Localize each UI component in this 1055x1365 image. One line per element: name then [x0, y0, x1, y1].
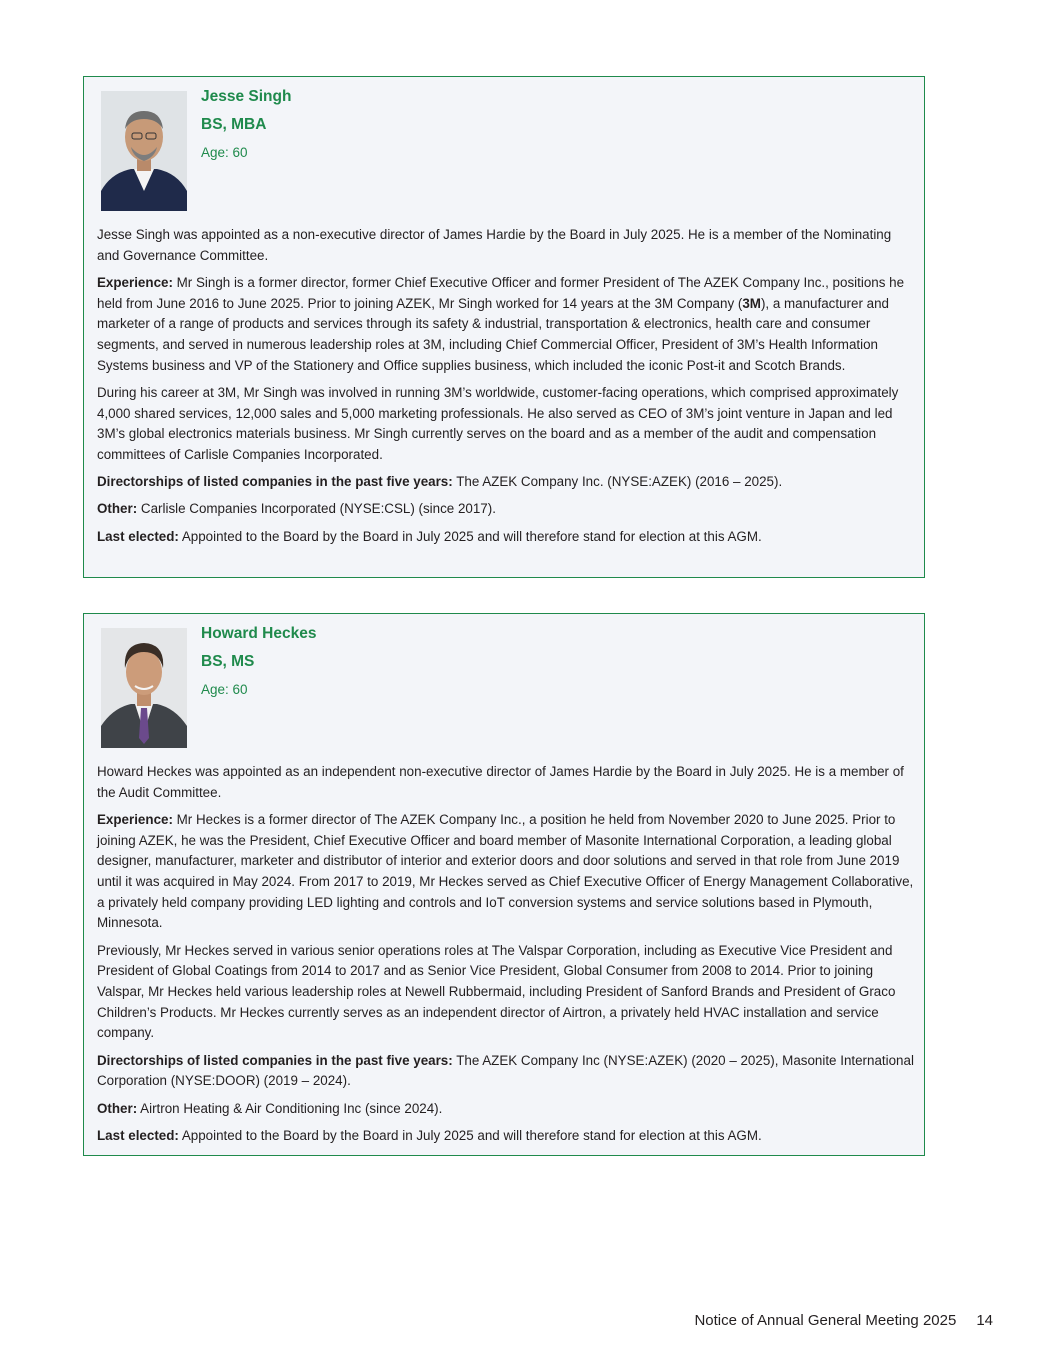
director-photo — [101, 91, 187, 211]
experience-text-b: ), a manufacturer and marketer of a range of products and services through its safety & industrial, transportation & electronics, health care and consumer segments, and served in numerous leadership roles at 3M, including Chief Commercial Officer, President of 3M’s Health Information Systems business and VP of the Stationery and Office supplies business, which included the iconic Post-it and Scotch Brands. — [97, 295, 889, 373]
director-bio — [97, 762, 915, 1153]
director-card-howard-heckes — [83, 613, 925, 1156]
bio-last-elected — [97, 527, 915, 548]
bio-other — [97, 1099, 915, 1120]
experience-label: Experience: — [97, 811, 173, 827]
other-text: Carlisle Companies Incorporated (NYSE:CSL) (since 2017). — [140, 501, 496, 517]
other-label: Other: — [97, 1100, 138, 1116]
last-elected-text: Appointed to the Board by the Board in July 2025 and will therefore stand for election at this AGM. — [181, 1127, 762, 1143]
experience-label: Experience: — [97, 274, 173, 290]
director-name: Jesse Singh — [201, 88, 292, 105]
bio-last-elected — [97, 1126, 915, 1147]
experience-bold: 3M — [742, 295, 761, 311]
experience-text: Mr Heckes is a former director of The AZEK Company Inc., a position he held from November 2020 to June 2025. Prior to joining AZEK, he was the President, Chief Executive Officer and board member of Masonite International Corporation, a leading global designer, manufacturer, marketer and distributor of interior and exterior doors and door solutions and served in that role from June 2019 until it was acquired in May 2024. From 2017 to 2019, Mr Heckes served as Chief Executive Officer of Energy Management Collaborative, a privately held company providing LED lighting and controls and IoT conversion systems and service solutions based in Plymouth, Minnesota. — [97, 811, 914, 931]
page-number: 14 — [976, 1312, 993, 1329]
portrait-image — [101, 91, 187, 211]
bio-directorships — [97, 1051, 915, 1092]
bio-directorships — [97, 472, 915, 493]
director-name: Howard Heckes — [201, 625, 317, 642]
experience-text-a: Mr Singh is a former director, former Chief Executive Officer and former President of The AZEK Company Inc., positions he held from June 2016 to June 2025. Prior to joining AZEK, Mr Singh worked for 14 years at the 3M Company ( — [97, 274, 905, 311]
portrait-image — [101, 628, 187, 748]
last-elected-label: Last elected: — [97, 528, 179, 544]
directorships-label: Directorships of listed companies in the past five years: — [97, 1052, 453, 1068]
footer-title: Notice of Annual General Meeting 2025 — [694, 1312, 957, 1329]
other-label: Other: — [97, 501, 138, 517]
other-text: Airtron Heating & Air Conditioning Inc (since 2024). — [140, 1100, 443, 1116]
last-elected-text: Appointed to the Board by the Board in July 2025 and will therefore stand for election at this AGM. — [181, 528, 762, 544]
director-photo — [101, 628, 187, 748]
directorships-text: The AZEK Company Inc (NYSE:AZEK) (2020 – 2025), Masonite International Corporation (NYSE:DOOR) (2019 – 2024). — [97, 1052, 914, 1089]
bio-other — [97, 499, 915, 520]
bio-experience — [97, 810, 915, 934]
bio-career: Previously, Mr Heckes served in various senior operations roles at The Valspar Corporation, including as Executive Vice President and President of Global Coatings from 2014 to 2017 and as Senior Vice President, Global Consumer from 2008 to 2014. Prior to joining Valspar, Mr Heckes held various leadership roles at Newell Rubbermaid, including President of Sanford Brands and President of Graco Children’s Products. Mr Heckes currently serves as an independent director of Airtron, a privately held HVAC installation and service company. — [97, 942, 896, 1041]
director-bio — [97, 225, 915, 554]
director-age: Age: 60 — [201, 682, 248, 697]
director-card-jesse-singh — [83, 76, 925, 578]
last-elected-label: Last elected: — [97, 1127, 179, 1143]
bio-intro: Jesse Singh was appointed as a non-executive director of James Hardie by the Board in July 2025. He is a member of the Nominating and Governance Committee. — [97, 227, 892, 263]
directorships-label: Directorships of listed companies in the past five years: — [97, 474, 453, 490]
director-qualifications: BS, MS — [201, 653, 255, 670]
page-footer — [694, 1311, 993, 1331]
bio-intro: Howard Heckes was appointed as an independent non-executive director of James Hardie by the Board in July 2025. He is a member of the Audit Committee. — [97, 764, 904, 800]
director-age: Age: 60 — [201, 145, 248, 160]
bio-experience — [97, 273, 915, 377]
director-qualifications: BS, MBA — [201, 116, 267, 133]
directorships-text: The AZEK Company Inc. (NYSE:AZEK) (2016 – 2025). — [456, 474, 783, 490]
bio-career: During his career at 3M, Mr Singh was involved in running 3M’s worldwide, customer-facing operations, which comprised approximately 4,000 shared services, 12,000 sales and 5,000 marketing professionals. He also served as CEO of 3M’s joint venture in Japan and led 3M’s global electronics materials business. Mr Singh currently serves on the board and as a member of the audit and compensation committees of Carlisle Companies Incorporated. — [97, 384, 899, 463]
